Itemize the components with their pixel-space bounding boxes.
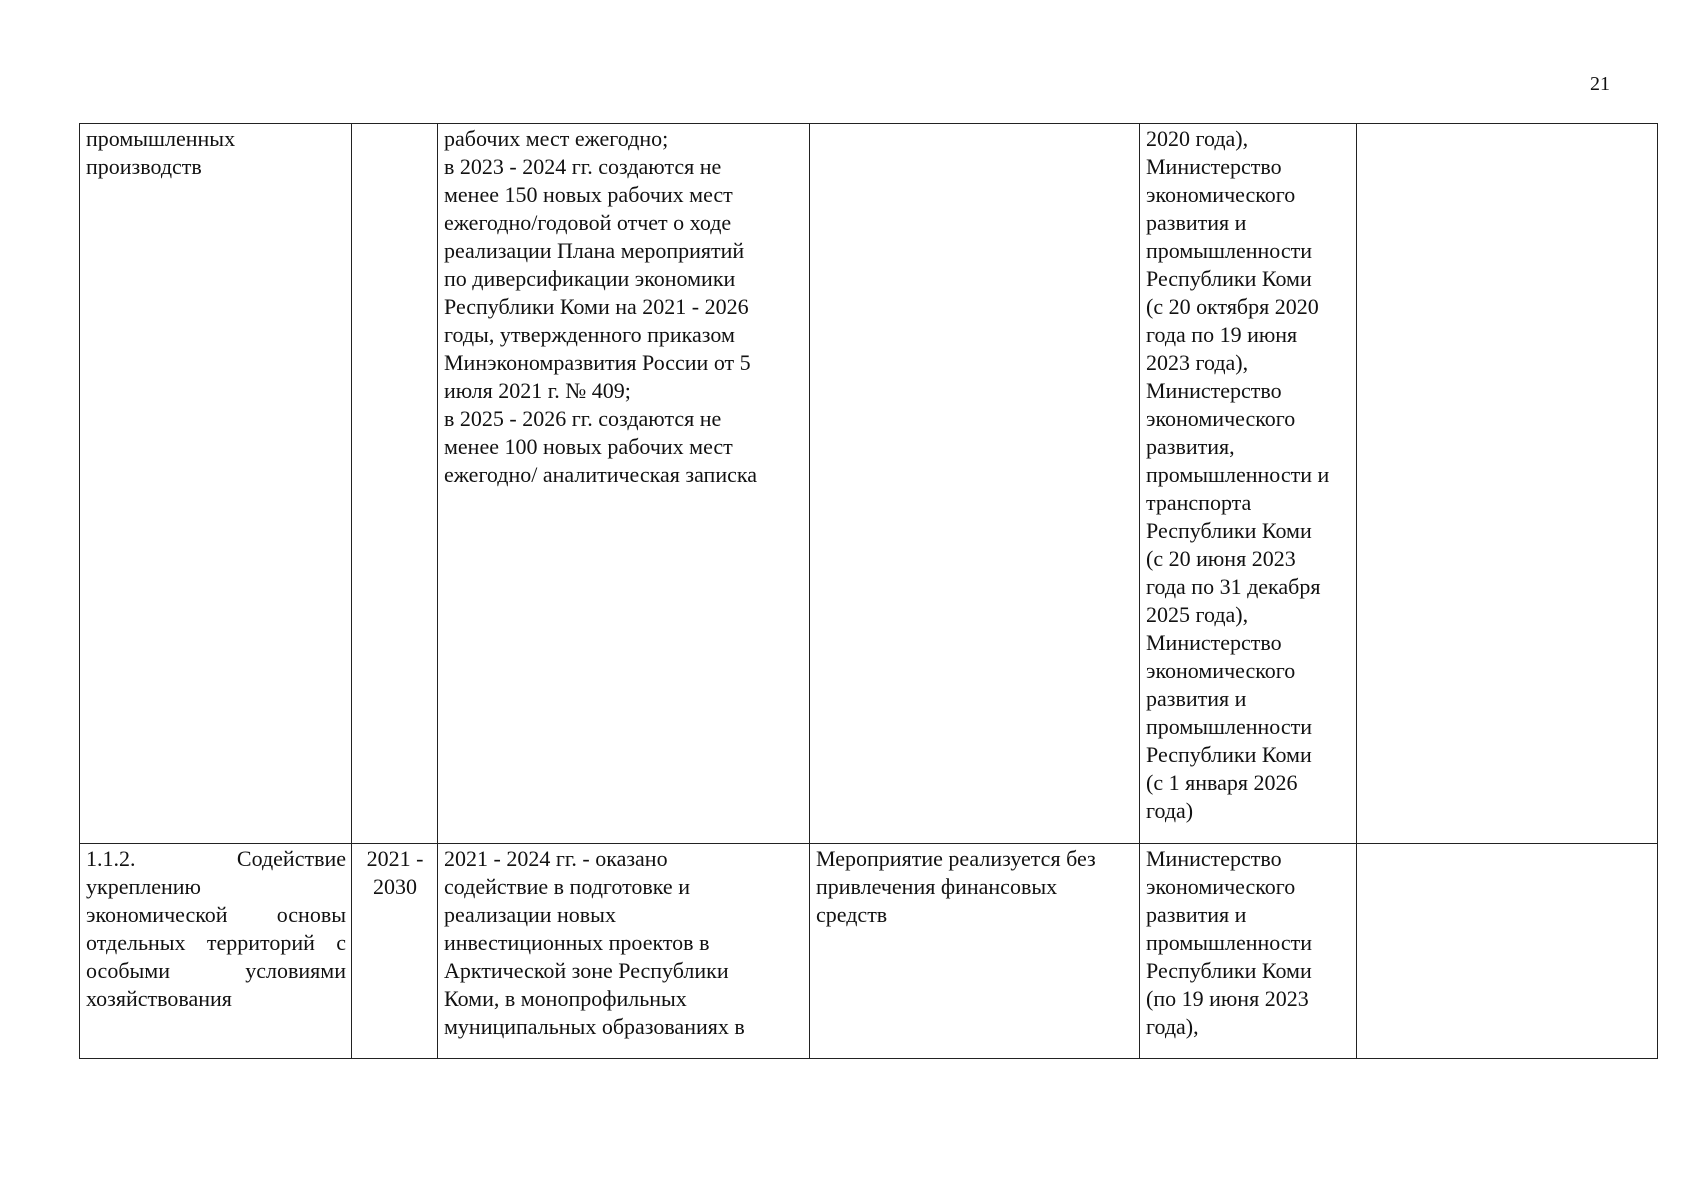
period-line: 2021 - bbox=[366, 846, 424, 871]
activity-line: промышленных bbox=[86, 126, 236, 151]
period-line: 2030 bbox=[373, 874, 417, 899]
executor-line: (с 1 января 2026 bbox=[1146, 770, 1298, 795]
period-cell bbox=[352, 124, 438, 844]
result-line: ежегодно/ аналитическая записка bbox=[444, 462, 757, 487]
page-number: 21 bbox=[1590, 73, 1610, 95]
executor-line: Республики Коми bbox=[1146, 742, 1312, 767]
executor-line: развития и bbox=[1146, 210, 1247, 235]
executor-line: Министерство bbox=[1146, 154, 1282, 179]
executor-line: промышленности и bbox=[1146, 462, 1330, 487]
result-line: Минэкономразвития России от 5 bbox=[444, 350, 751, 375]
result-line: инвестиционных проектов в bbox=[444, 930, 710, 955]
funding-line: средств bbox=[816, 902, 888, 927]
executor-cell bbox=[1140, 124, 1357, 844]
result-line: менее 100 новых рабочих мест bbox=[444, 434, 733, 459]
executor-line: промышленности bbox=[1146, 714, 1312, 739]
funding-cell bbox=[810, 844, 1140, 1059]
result-line: рабочих мест ежегодно; bbox=[444, 126, 669, 151]
result-cell bbox=[438, 124, 810, 844]
executor-line: (с 20 октября 2020 bbox=[1146, 294, 1319, 319]
executor-line: промышленности bbox=[1146, 930, 1312, 955]
executor-line: Министерство bbox=[1146, 846, 1282, 871]
result-cell bbox=[438, 844, 810, 1059]
executor-line: развития и bbox=[1146, 686, 1247, 711]
table-row bbox=[80, 124, 1658, 844]
action-plan-table bbox=[79, 123, 1658, 1059]
executor-line: экономического bbox=[1146, 874, 1296, 899]
executor-line: Республики Коми bbox=[1146, 266, 1312, 291]
executor-line: года по 31 декабря bbox=[1146, 574, 1321, 599]
funding-line: Мероприятие реализуется без bbox=[816, 846, 1096, 871]
result-line: Коми, в монопрофильных bbox=[444, 986, 687, 1011]
result-line: в 2025 - 2026 гг. создаются не bbox=[444, 406, 722, 431]
executor-line: Республики Коми bbox=[1146, 958, 1312, 983]
activity-cell bbox=[80, 844, 352, 1059]
result-line: менее 150 новых рабочих мест bbox=[444, 182, 733, 207]
executor-line: экономического bbox=[1146, 182, 1296, 207]
executor-line: экономического bbox=[1146, 406, 1296, 431]
executor-line: (с 20 июня 2023 bbox=[1146, 546, 1296, 571]
result-line: по диверсификации экономики bbox=[444, 266, 736, 291]
period-cell bbox=[352, 844, 438, 1059]
executor-line: промышленности bbox=[1146, 238, 1312, 263]
result-line: ежегодно/годовой отчет о ходе bbox=[444, 210, 732, 235]
result-line: в 2023 - 2024 гг. создаются не bbox=[444, 154, 722, 179]
executor-line: 2025 года), bbox=[1146, 602, 1249, 627]
funding-line: привлечения финансовых bbox=[816, 874, 1058, 899]
result-line: реализации новых bbox=[444, 902, 616, 927]
funding-cell bbox=[810, 124, 1140, 844]
result-line: Республики Коми на 2021 - 2026 bbox=[444, 294, 749, 319]
executor-line: развития и bbox=[1146, 902, 1247, 927]
executor-line: года) bbox=[1146, 798, 1194, 823]
executor-line: 2020 года), bbox=[1146, 126, 1249, 151]
result-line: Арктической зоне Республики bbox=[444, 958, 729, 983]
result-line: реализации Плана мероприятий bbox=[444, 238, 745, 263]
table-row bbox=[80, 844, 1658, 1059]
executor-line: Республики Коми bbox=[1146, 518, 1312, 543]
note-cell bbox=[1357, 844, 1658, 1059]
result-line: июля 2021 г. № 409; bbox=[444, 378, 631, 403]
executor-line: (по 19 июня 2023 bbox=[1146, 986, 1309, 1011]
executor-line: года по 19 июня bbox=[1146, 322, 1298, 347]
executor-line: экономического bbox=[1146, 658, 1296, 683]
result-line: 2021 - 2024 гг. - оказано bbox=[444, 846, 668, 871]
note-cell bbox=[1357, 124, 1658, 844]
executor-line: года), bbox=[1146, 1014, 1199, 1039]
result-line: содействие в подготовке и bbox=[444, 874, 690, 899]
result-line: муниципальных образованиях в bbox=[444, 1014, 745, 1039]
activity-line: производств bbox=[86, 154, 202, 179]
activity-cell bbox=[80, 124, 352, 844]
result-line: годы, утвержденного приказом bbox=[444, 322, 735, 347]
executor-line: развития, bbox=[1146, 434, 1235, 459]
activity-text: 1.1.2. Содействие укреплению экономической основы отдельных территорий с особыми условиями хозяйствования bbox=[86, 846, 346, 1011]
executor-line: Министерство bbox=[1146, 378, 1282, 403]
executor-cell bbox=[1140, 844, 1357, 1059]
executor-line: 2023 года), bbox=[1146, 350, 1249, 375]
executor-line: транспорта bbox=[1146, 490, 1252, 515]
executor-line: Министерство bbox=[1146, 630, 1282, 655]
